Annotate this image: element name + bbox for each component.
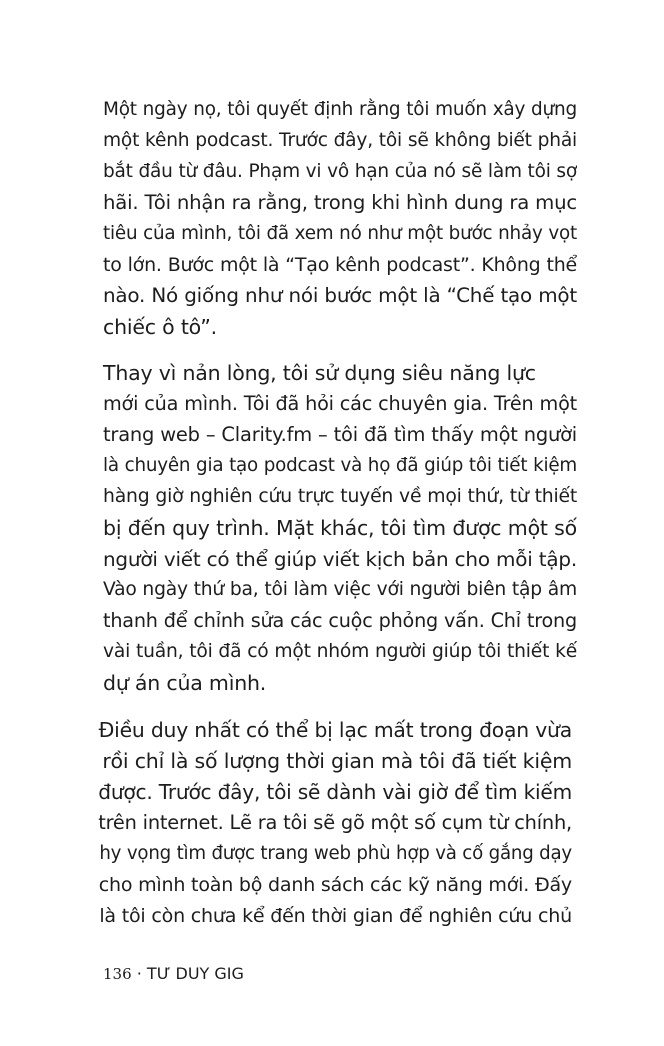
book-title: TƯ DUY GIG [146,964,244,983]
text-line: Một ngày nọ, tôi quyết định rằng tôi muốn xây dựng [103,99,577,120]
text-line: hy vọng tìm được trang web phù hợp và cố gắng dạy [99,843,572,864]
text-line: thanh để chỉnh sửa các cuộc phỏng vấn. Chỉ trong [103,609,577,632]
text-line: to lớn. Bước một là “Tạo kênh podcast”. Không thể [103,254,577,276]
text-line: người viết có thể giúp viết kịch bản cho mỗi tập. [103,547,577,571]
text-line: bắt đầu từ đâu. Phạm vi vô hạn của nó sẽ làm tôi sợ [103,161,577,182]
text-line: nào. Nó giống như nói bước một là “Chế tạo một [103,284,577,307]
text-line: tiêu của mình, tôi đã xem nó như một bước nhảy vọt [103,223,577,244]
text-line: hãi. Tôi nhận ra rằng, trong khi hình dung ra mục [103,191,577,214]
footer-separator: · [136,964,142,983]
text-line: vài tuần, tôi đã có một nhóm người giúp tôi thiết kế [103,641,577,662]
page-footer [103,964,244,984]
text-line: chiếc ô tô”. [103,315,218,339]
page-number: 136 [103,965,132,983]
text-line: một kênh podcast. Trước đây, tôi sẽ không biết phải [103,130,577,151]
text-line: Vào ngày thứ ba, tôi làm việc với người biên tập âm [103,579,577,600]
text-line: dự án của mình. [103,671,267,695]
text-line: trang web – Clarity.fm – tôi đã tìm thấy một người [103,423,577,446]
text-line: được. Trước đây, tôi sẽ dành vài giờ để tìm kiếm [98,780,572,804]
text-line: là tôi còn chưa kể đến thời gian để nghiên cứu chủ [99,905,572,927]
text-line: cho mình toàn bộ danh sách các kỹ năng mới. Đấy [98,874,572,896]
text-line: hàng giờ nghiên cứu trực tuyến về mọi thứ, từ thiết [103,486,577,507]
text-line: Điều duy nhất có thể bị lạc mất trong đoạn vừa [98,718,572,742]
text-line: Thay vì nản lòng, tôi sử dụng siêu năng lực [103,361,536,385]
text-line: trên internet. Lẽ ra tôi sẽ gõ một số cụm từ chính, [98,811,572,834]
text-line: là chuyên gia tạo podcast và họ đã giúp tôi tiết kiệm [103,455,577,476]
text-line: mới của mình. Tôi đã hỏi các chuyên gia. Trên một [103,392,577,415]
text-line: bị đến quy trình. Mặt khác, tôi tìm được một số [103,516,577,540]
text-line: rồi chỉ là số lượng thời gian mà tôi đã tiết kiệm [102,749,572,773]
